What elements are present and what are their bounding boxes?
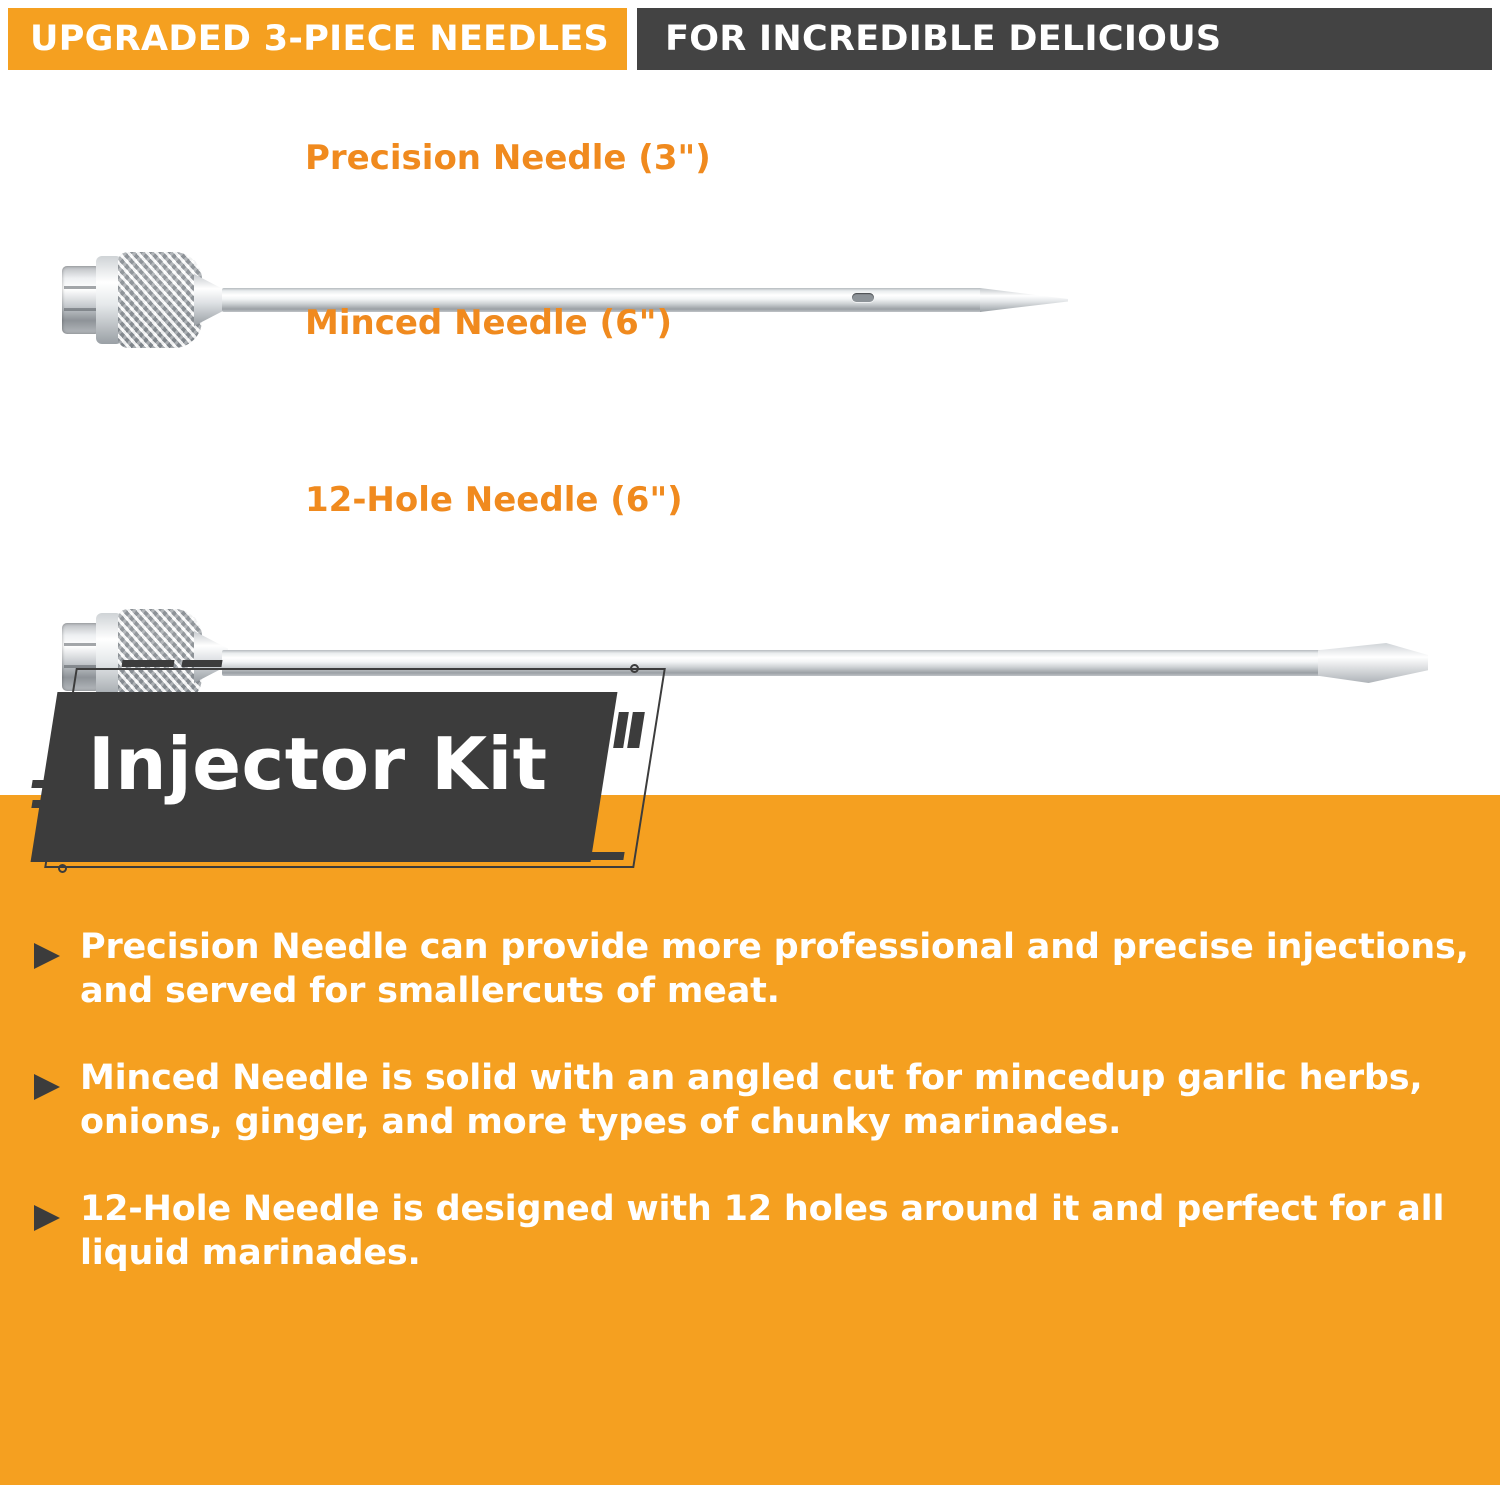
banner-divider xyxy=(627,8,637,70)
needle-row-12hole xyxy=(0,470,1500,630)
needle-bevel-tip-icon xyxy=(1318,643,1428,683)
needle-label-minced: Minced Needle (6") xyxy=(305,303,672,343)
plaque-deco-line xyxy=(181,660,222,667)
list-item xyxy=(30,1056,1470,1145)
top-banner xyxy=(8,8,1492,70)
plaque-deco-line xyxy=(589,852,624,860)
list-item xyxy=(30,1187,1470,1276)
title-plaque xyxy=(30,660,670,890)
list-item-text: Minced Needle is solid with an angled cut for mincedup garlic herbs, onions, ginger, and more types of chunky marinades. xyxy=(80,1057,1423,1143)
plaque-deco-line xyxy=(31,800,66,808)
plaque-deco-line xyxy=(121,660,174,667)
page-title: Injector Kit xyxy=(88,722,548,806)
needle-row-minced xyxy=(0,295,1500,445)
needle-label-precision: Precision Needle (3") xyxy=(305,138,711,178)
list-item-text: 12-Hole Needle is designed with 12 holes around it and perfect for all liquid marinades. xyxy=(80,1188,1445,1274)
list-item-text: Precision Needle can provide more professional and precise injections, and served for smallercuts of meat. xyxy=(80,927,1469,1012)
banner-left-title: UPGRADED 3-PIECE NEEDLES xyxy=(8,8,627,70)
needle-label-12hole: 12-Hole Needle (6") xyxy=(305,480,683,520)
list-item xyxy=(30,925,1470,1014)
triangle-right-icon xyxy=(30,939,64,973)
triangle-right-icon xyxy=(30,1201,64,1235)
plaque-deco-line xyxy=(535,852,582,860)
banner-right-title: FOR INCREDIBLE DELICIOUS xyxy=(637,8,1492,70)
needle-row-precision xyxy=(0,120,1500,260)
plaque-deco-line xyxy=(31,780,66,788)
triangle-right-icon xyxy=(30,1070,64,1104)
plaque-deco-dot xyxy=(630,664,639,673)
plaque-deco-dot xyxy=(58,864,67,873)
feature-list xyxy=(30,925,1470,1318)
